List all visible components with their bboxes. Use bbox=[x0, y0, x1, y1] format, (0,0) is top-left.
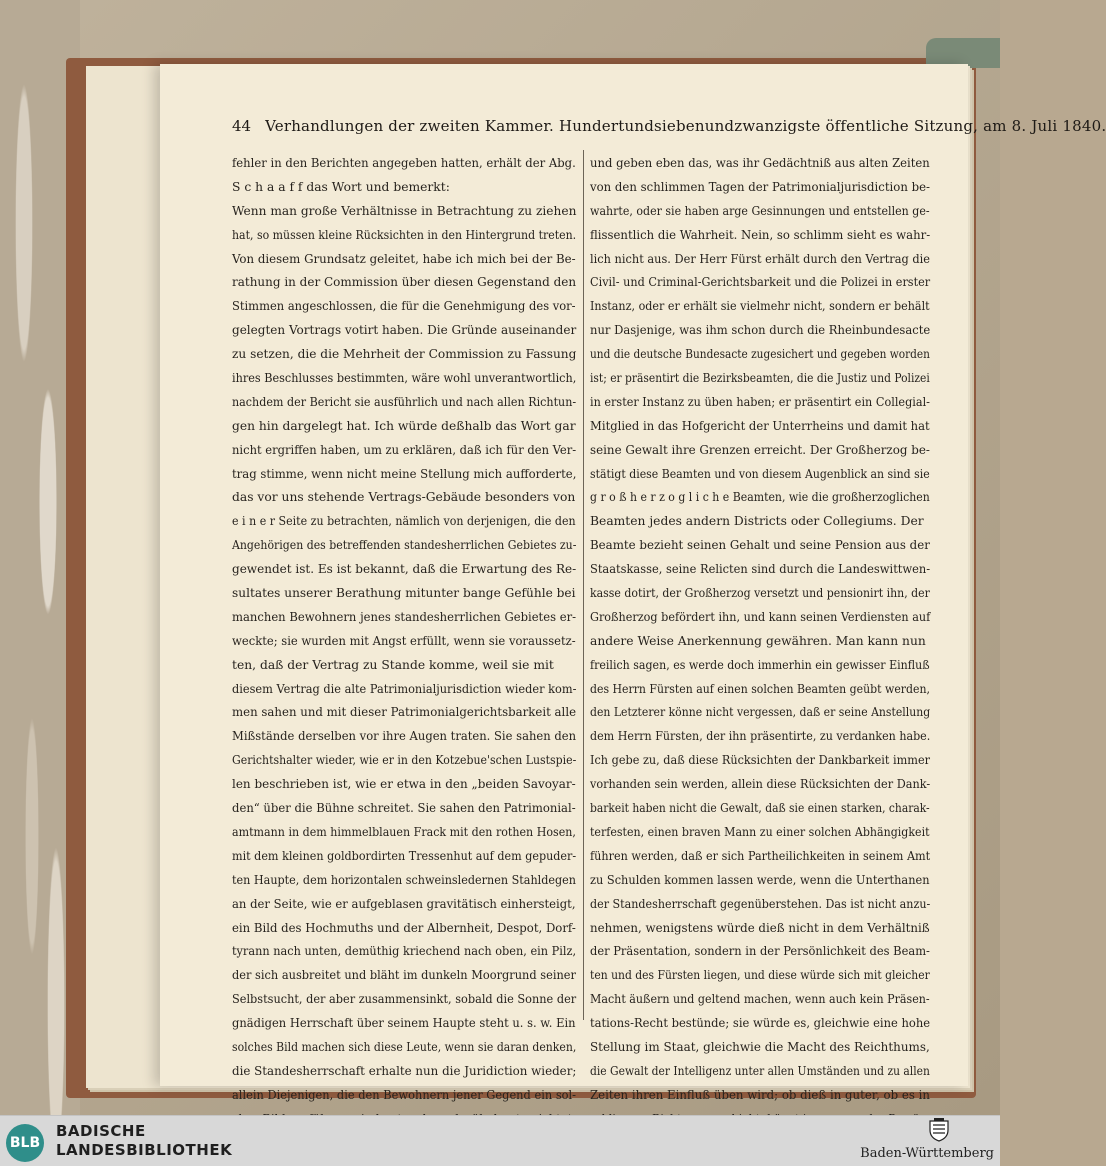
running-head bbox=[232, 112, 1106, 140]
text-line: gelegten Vortrags votirt haben. Die Gründe auseinander bbox=[232, 323, 577, 338]
footer-bar bbox=[0, 1115, 1000, 1166]
text-line: S c h a a f f das Wort und bemerkt: bbox=[232, 179, 450, 194]
text-line: trag stimme, wenn nicht meine Stellung mich aufforderte, bbox=[232, 466, 577, 481]
text-line: der Präsentation, sondern in der Persönlichkeit des Beam- bbox=[590, 944, 930, 959]
text-line: führen werden, daß er sich Partheilichkeiten in seinem Amt bbox=[590, 848, 931, 863]
text-line: die Gewalt der Intelligenz unter allen Umständen und zu allen bbox=[590, 1063, 930, 1078]
text-line: Stimmen angeschlossen, die für die Genehmigung des vor- bbox=[232, 299, 576, 314]
text-line: men sahen und mit dieser Patrimonialgerichtsbarkeit alle bbox=[232, 705, 577, 720]
text-line: zu setzen, die die Mehrheit der Commission zu Fassung bbox=[232, 347, 577, 362]
text-line: und geben eben das, was ihr Gedächtniß aus alten Zeiten bbox=[590, 156, 930, 170]
text-line: gewendet ist. Es ist bekannt, daß die Erwartung des Re- bbox=[232, 562, 577, 577]
text-column-left bbox=[232, 152, 577, 1102]
text-line: und die deutsche Bundesacte zugesichert und gegeben worden bbox=[590, 347, 930, 362]
blb-logo-icon[interactable]: BLB bbox=[6, 1124, 44, 1162]
library-name-line1: BADISCHE bbox=[56, 1122, 146, 1140]
text-line: dem Herrn Fürsten, der ihn präsentirte, zu verdanken habe. bbox=[590, 729, 931, 744]
text-line: mit dem kleinen goldbordirten Tressenhut auf dem gepuder- bbox=[232, 848, 577, 863]
text-line: der sich ausbreitet und bläht im dunkeln Moorgrund seiner bbox=[232, 968, 576, 983]
text-line: tations-Recht bestünde; sie würde es, gleichwie eine hohe bbox=[590, 1016, 931, 1031]
text-line: fehler in den Berichten angegeben hatten, erhält der Abg. bbox=[232, 156, 576, 170]
text-line: weckte; sie wurden mit Angst erfüllt, wenn sie voraussetz- bbox=[232, 633, 576, 648]
text-line: der Standesherrschaft gegenüberstehen. Das ist nicht anzu- bbox=[590, 896, 931, 911]
text-line: Stellung im Staat, gleichwie die Macht des Reichthums, bbox=[590, 1039, 930, 1054]
text-line: Selbstsucht, der aber zusammensinkt, sobald die Sonne der bbox=[232, 992, 577, 1007]
text-line: vorhanden sein werden, allein diese Rücksichten der Dank- bbox=[590, 777, 931, 792]
text-line: an der Seite, wie er aufgeblasen gravitätisch einhersteigt, bbox=[232, 896, 576, 911]
text-line: g r o ß h e r z o g l i c h e Beamten, wie die großherzoglichen bbox=[590, 490, 930, 505]
text-line: wahrte, oder sie haben arge Gesinnungen und entstellen ge- bbox=[590, 203, 930, 218]
text-line: Wenn man große Verhältnisse in Betrachtung zu ziehen bbox=[232, 203, 577, 218]
text-line: andere Weise Anerkennung gewähren. Man kann nun bbox=[590, 633, 926, 648]
text-line: Mitglied in das Hofgericht der Unterrheins und damit hat bbox=[590, 418, 930, 433]
text-line: Beamte bezieht seinen Gehalt und seine Pension aus der bbox=[590, 538, 930, 553]
text-line: von den schlimmen Tagen der Patrimonialjurisdiction be- bbox=[590, 179, 930, 194]
text-line: freilich sagen, es werde doch immerhin ein gewisser Einfluß bbox=[590, 657, 930, 672]
text-line: sultates unserer Berathung mitunter bange Gefühle bei bbox=[232, 586, 576, 601]
text-line: rathung in der Commission über diesen Gegenstand den bbox=[232, 275, 577, 290]
text-line: Macht äußern und geltend machen, wenn auch kein Präsen- bbox=[590, 992, 930, 1007]
running-title: Verhandlungen der zweiten Kammer. Hundertundsiebenundzwanzigste öffentliche Sitzung, am 8. Juli 1840. bbox=[265, 117, 1106, 135]
text-line: Mißstände derselben vor ihre Augen traten. Sie sahen den bbox=[232, 729, 577, 744]
text-line: Großherzog befördert ihn, und kann seinen Verdiensten auf bbox=[590, 609, 931, 624]
text-line: tyrann nach unten, demüthig kriechend nach oben, ein Pilz, bbox=[232, 944, 577, 959]
text-line: Angehörigen des betreffenden standesherrlichen Gebietes zu- bbox=[232, 538, 577, 553]
text-line: ist; er präsentirt die Bezirksbeamten, die die Justiz und Polizei bbox=[590, 371, 930, 386]
text-line: e i n e r Seite zu betrachten, nämlich von derjenigen, die den bbox=[232, 514, 576, 529]
text-line: solches Bild machen sich diese Leute, wenn sie daran denken, bbox=[232, 1039, 577, 1054]
text-line: allein Diejenigen, die den Bewohnern jener Gegend ein sol- bbox=[232, 1087, 577, 1102]
text-line: Zeiten ihren Einfluß üben wird; ob dieß in guter, ob es in bbox=[590, 1087, 930, 1102]
text-line: flissentlich die Wahrheit. Nein, so schlimm sieht es wahr- bbox=[590, 227, 931, 242]
library-name[interactable] bbox=[56, 1122, 232, 1160]
page-number: 44 bbox=[232, 117, 252, 135]
text-line: Staatskasse, seine Relicten sind durch die Landeswittwen- bbox=[590, 562, 931, 577]
text-column-right bbox=[590, 152, 931, 1102]
column-divider bbox=[583, 150, 584, 1020]
text-line: zu Schulden kommen lassen werde, wenn die Unterthanen bbox=[590, 872, 930, 887]
text-line: den Letzterer könne nicht vergessen, daß er seine Anstellung bbox=[590, 705, 931, 720]
text-line: Beamten jedes andern Districts oder Collegiums. Der bbox=[590, 514, 924, 529]
text-line: stätigt diese Beamten und von diesem Augenblick an sind sie bbox=[590, 466, 930, 481]
text-line: ten Haupte, dem horizontalen schweinsledernen Stahldegen bbox=[232, 872, 577, 887]
text-line: seine Gewalt ihre Grenzen erreicht. Der Großherzog be- bbox=[590, 442, 930, 457]
text-line: ihres Beschlusses bestimmten, wäre wohl unverantwortlich, bbox=[232, 371, 577, 386]
text-line: Ich gebe zu, daß diese Rücksichten der Dankbarkeit immer bbox=[590, 753, 931, 768]
text-line: ein Bild des Hochmuths und der Albernheit, Despot, Dorf- bbox=[232, 920, 576, 935]
text-line: Gerichtshalter wieder, wie er in den Kotzebue'schen Lustspie- bbox=[232, 753, 577, 768]
text-line: ten, daß der Vertrag zu Stande komme, weil sie mit bbox=[232, 657, 554, 672]
text-line: terfesten, einen braven Mann zu einer solchen Abhängigkeit bbox=[590, 824, 930, 839]
text-line: diesem Vertrag die alte Patrimonialjurisdiction wieder kom- bbox=[232, 681, 577, 696]
text-line: Instanz, oder er erhält sie vielmehr nicht, sondern er behält bbox=[590, 299, 930, 314]
text-line: ten und des Fürsten liegen, und diese würde sich mit gleicher bbox=[590, 968, 930, 983]
text-line: Von diesem Grundsatz geleitet, habe ich mich bei der Be- bbox=[232, 251, 576, 266]
text-line: Civil- und Criminal-Gerichtsbarkeit und die Polizei in erster bbox=[590, 275, 931, 290]
text-line: manchen Bewohnern jenes standesherrlichen Gebietes er- bbox=[232, 609, 577, 624]
text-line: das vor uns stehende Vertrags-Gebäude besonders von bbox=[232, 490, 576, 505]
text-line: len beschrieben ist, wie er etwa in den „beiden Savoyar- bbox=[232, 777, 576, 792]
state-name: Baden-Württemberg bbox=[860, 1146, 994, 1161]
text-line: gen hin dargelegt hat. Ich würde deßhalb das Wort gar bbox=[232, 418, 576, 433]
text-line: amtmann in dem himmelblauen Frack mit den rothen Hosen, bbox=[232, 824, 576, 839]
text-line: kasse dotirt, der Großherzog versetzt und pensionirt ihn, der bbox=[590, 586, 930, 601]
text-line: nur Dasjenige, was ihm schon durch die Rheinbundesacte bbox=[590, 323, 931, 338]
state-crest-icon bbox=[928, 1118, 950, 1142]
text-line: nachdem der Bericht sie ausführlich und nach allen Richtun- bbox=[232, 394, 577, 409]
text-line: barkeit haben nicht die Gewalt, daß sie einen starken, charak- bbox=[590, 801, 930, 816]
text-line: die Standesherrschaft erhalte nun die Juridiction wieder; bbox=[232, 1063, 577, 1078]
text-line: gnädigen Herrschaft über seinem Haupte steht u. s. w. Ein bbox=[232, 1016, 576, 1031]
text-line: nehmen, wenigstens würde dieß nicht in dem Verhältniß bbox=[590, 920, 930, 935]
text-line: lich nicht aus. Der Herr Fürst erhält durch den Vertrag die bbox=[590, 251, 931, 266]
text-line: des Herrn Fürsten auf einen solchen Beamten geübt werden, bbox=[590, 681, 930, 696]
text-line: den“ über die Bühne schreitet. Sie sahen den Patrimonial- bbox=[232, 801, 576, 816]
text-line: in erster Instanz zu üben haben; er präsentirt ein Collegial- bbox=[590, 394, 930, 409]
library-name-line2: LANDESBIBLIOTHEK bbox=[56, 1141, 233, 1159]
text-line: hat, so müssen kleine Rücksichten in den Hintergrund treten. bbox=[232, 227, 577, 242]
text-line: nicht ergriffen haben, um zu erklären, daß ich für den Ver- bbox=[232, 442, 577, 457]
